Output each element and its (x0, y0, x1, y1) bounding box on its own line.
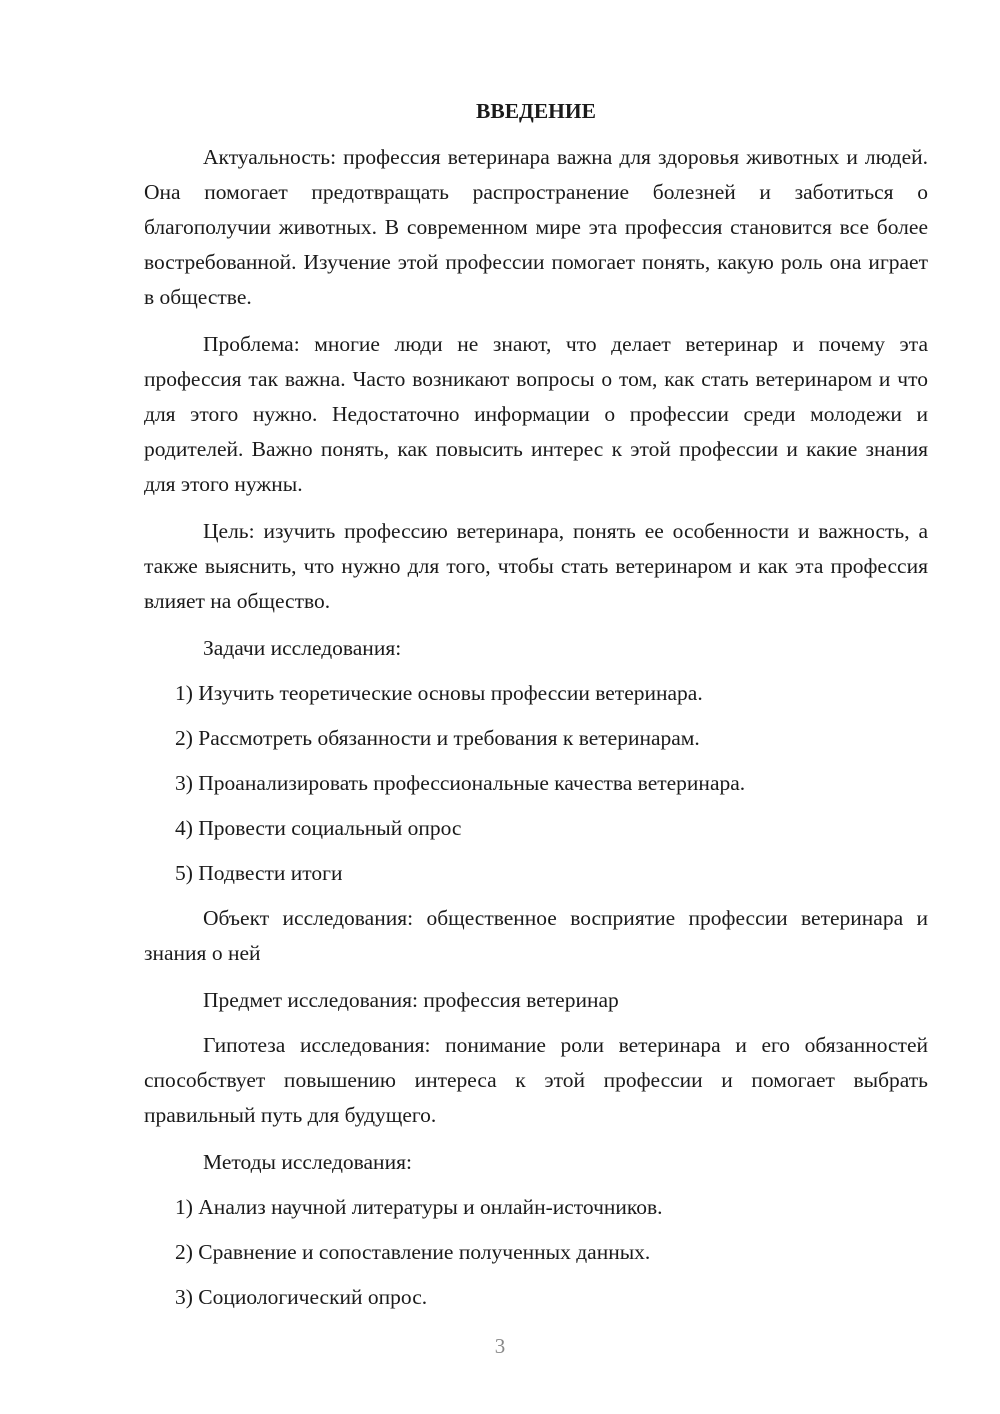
task-item: 4) Провести социальный опрос (175, 816, 462, 840)
task-item: 2) Рассмотреть обязанности и требования к ветеринарам. (175, 726, 700, 750)
method-item: 1) Анализ научной литературы и онлайн-источников. (175, 1195, 663, 1219)
task-item: 5) Подвести итоги (175, 861, 343, 885)
page-content (144, 96, 928, 1325)
methods-heading: Методы исследования: (203, 1150, 412, 1174)
subject-paragraph: Предмет исследования: профессия ветеринар (203, 988, 619, 1012)
tasks-heading: Задачи исследования: (203, 636, 402, 660)
page-number: 3 (494, 1334, 506, 1358)
method-item: 3) Социологический опрос. (175, 1285, 428, 1309)
method-item: 2) Сравнение и сопоставление полученных данных. (175, 1240, 651, 1264)
hypothesis-paragraph: Гипотеза исследования: понимание роли ветеринара и его обязанностей способствует повышению интереса к этой профессии и помогает выбрать правильный путь для будущего. (144, 1033, 928, 1127)
object-paragraph: Объект исследования: общественное восприятие профессии ветеринара и знания о ней (144, 906, 928, 965)
problem-paragraph: Проблема: многие люди не знают, что делает ветеринар и почему эта профессия так важна. Часто возникают вопросы о том, как стать ветеринаром и что для этого нужно. Недостаточно информации о профессии среди молодежи и родителей. Важно понять, как повысить интерес к этой профессии и какие знания для этого нужны. (144, 332, 928, 496)
relevance-paragraph: Актуальность: профессия ветеринара важна для здоровья животных и людей. Она помогает предотвращать распространение болезней и заботиться о благополучии животных. В современном мире эта профессия становится все более востребованной. Изучение этой профессии помогает понять, какую роль она играет в обществе. (144, 145, 928, 309)
task-item: 1) Изучить теоретические основы профессии ветеринара. (175, 681, 703, 705)
goal-paragraph: Цель: изучить профессию ветеринара, понять ее особенности и важность, а также выяснить, что нужно для того, чтобы стать ветеринаром и как эта профессия влияет на общество. (144, 519, 928, 613)
task-item: 3) Проанализировать профессиональные качества ветеринара. (175, 771, 746, 795)
section-title: ВВЕДЕНИЕ (476, 99, 596, 123)
